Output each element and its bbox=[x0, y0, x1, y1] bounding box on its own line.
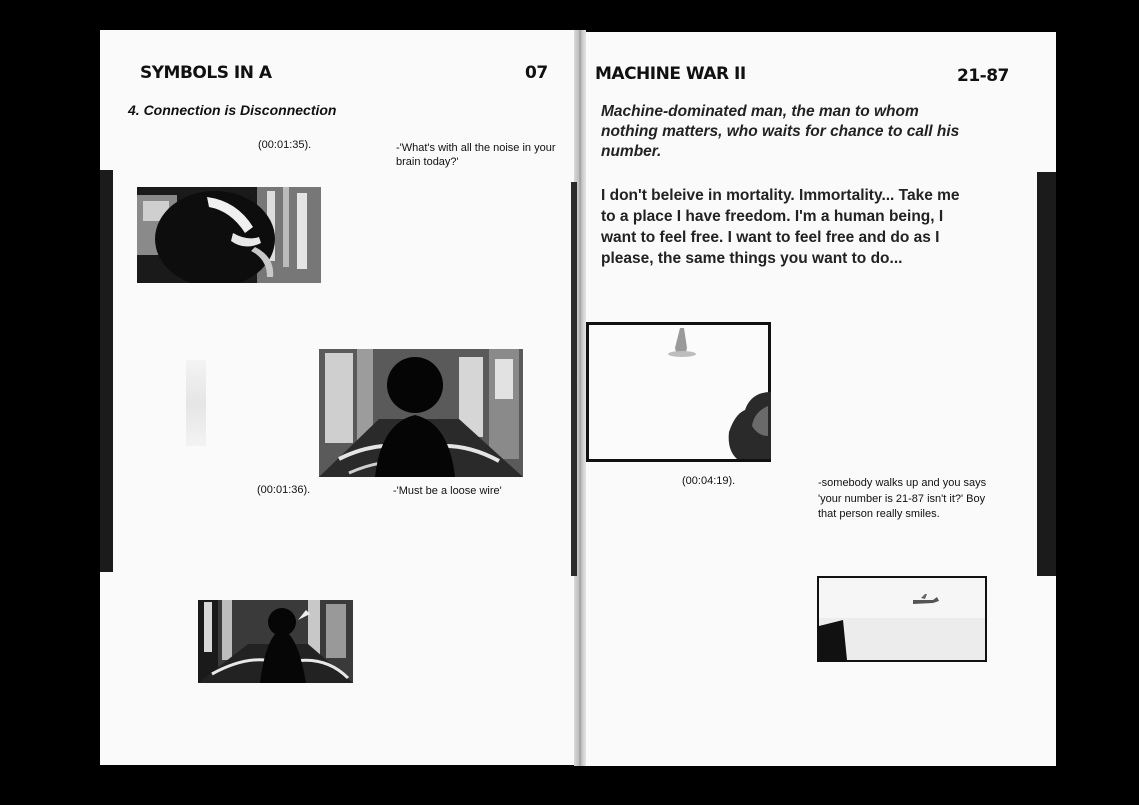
right-page-code: 21-87 bbox=[957, 66, 1009, 86]
film-still-2 bbox=[319, 349, 523, 477]
section-title: 4. Connection is Disconnection bbox=[128, 102, 337, 118]
film-still-5 bbox=[817, 576, 987, 662]
film-still-3 bbox=[198, 600, 353, 683]
right-header-title: MACHINE WAR II bbox=[595, 64, 746, 84]
film-still-4 bbox=[586, 322, 771, 462]
film-still-4-art bbox=[586, 322, 771, 462]
left-header-title: SYMBOLS IN A bbox=[140, 63, 272, 83]
page-smudge bbox=[186, 360, 206, 446]
timestamp-1: (00:01:35). bbox=[258, 139, 312, 151]
left-edge-bleed bbox=[100, 170, 113, 572]
film-still-2-art bbox=[319, 349, 523, 477]
body-paragraph: I don't beleive in mortality. Immortality... Take me to a place I have freedom. I'm a human being, I want to feel free. I want to feel free and do as I please, the same things you want to do... bbox=[601, 187, 960, 267]
quote-2: -'Must be a loose wire' bbox=[393, 485, 502, 497]
film-still-3-art bbox=[198, 600, 353, 683]
left-page-number: 07 bbox=[525, 63, 548, 83]
quote-1: -'What's with all the noise in your brain today?' bbox=[396, 142, 556, 168]
timestamp-2: (00:01:36). bbox=[257, 484, 311, 496]
timestamp-3: (00:04:19). bbox=[682, 475, 736, 487]
intro-paragraph: Machine-dominated man, the man to whom nothing matters, who waits for chance to call his number. bbox=[601, 103, 960, 160]
film-still-5-art bbox=[817, 576, 987, 662]
right-edge-bleed bbox=[1037, 172, 1056, 576]
film-still-1 bbox=[137, 187, 321, 283]
quote-3: -somebody walks up and you says 'your number is 21-87 isn't it?' Boy that person really smiles. bbox=[818, 477, 987, 520]
gutter-bleed bbox=[571, 182, 577, 576]
film-still-1-art bbox=[137, 187, 321, 283]
